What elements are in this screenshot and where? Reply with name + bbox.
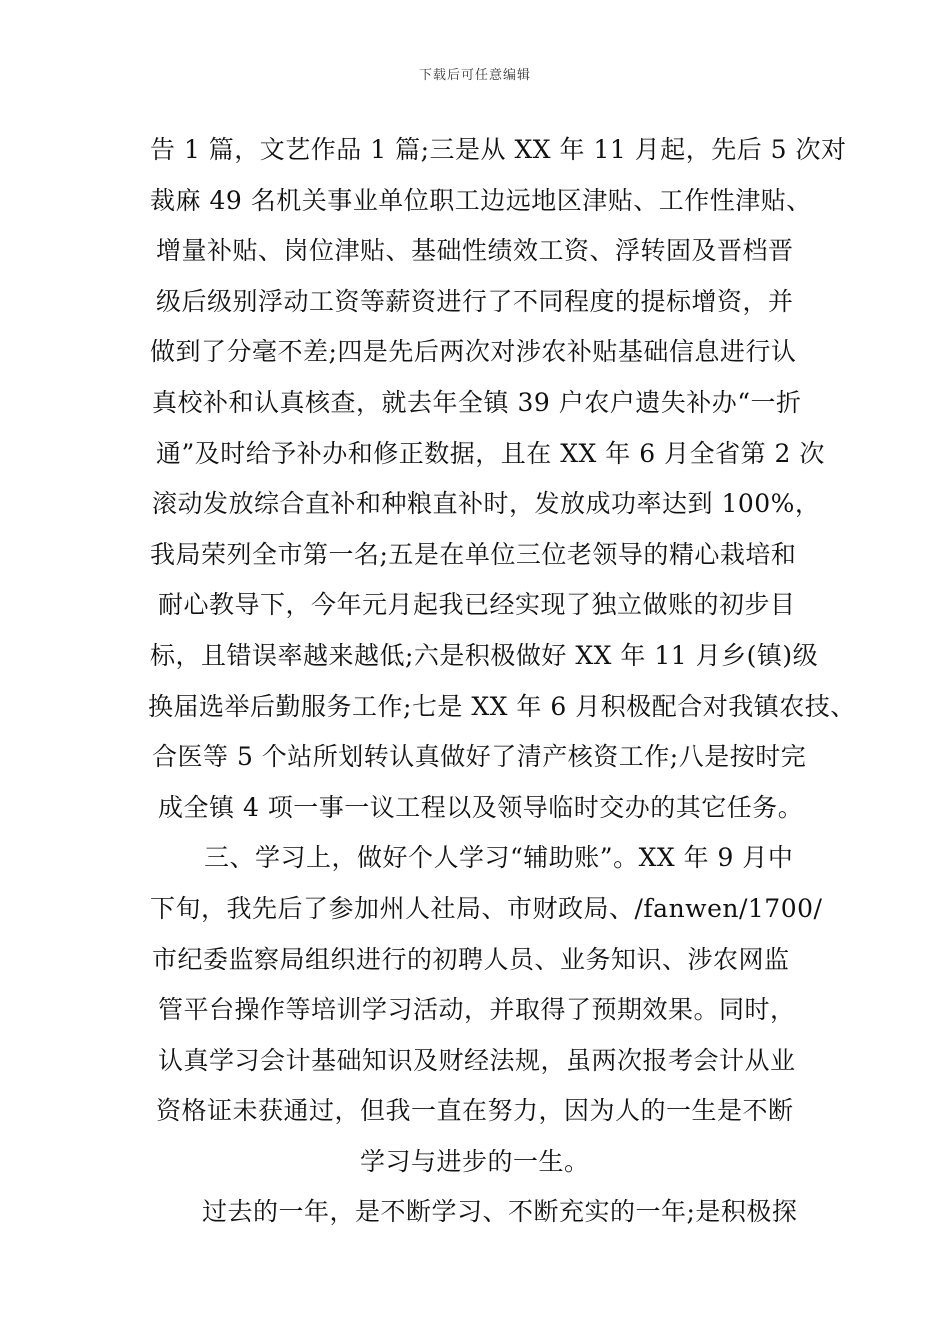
text-line: 裁麻 49 名机关事业单位职工边远地区津贴、工作性津贴、 (150, 185, 812, 215)
text-line: 成全镇 4 项一事一议工程以及领导临时交办的其它任务。 (158, 792, 804, 822)
text-line: 管平台操作等培训学习活动，并取得了预期效果。同时， (158, 995, 796, 1025)
text-line: 认真学习会计基础知识及财经法规，虽两次报考会计从业 (158, 1045, 796, 1075)
text-line: 市纪委监察局组织进行的初聘人员、业务知识、涉农网监 (152, 944, 790, 974)
text-line: 耐心教导下，今年元月起我已经实现了独立做账的初步目 (158, 590, 796, 620)
text-line: 换届选举后勤服务工作;七是 XX 年 6 月积极配合对我镇农技、 (148, 691, 856, 721)
page-header-note: 下载后可任意编辑 (418, 68, 531, 83)
text-line: 下旬，我先后了参加州人社局、市财政局、/fanwen/1700/ (150, 893, 823, 923)
text-line: 学习与进步的一生。 (360, 1146, 590, 1176)
text-line: 标，且错误率越来越低;六是积极做好 XX 年 11 月乡(镇)级 (150, 640, 819, 670)
text-line: 告 1 篇，文艺作品 1 篇;三是从 XX 年 11 月起，先后 5 次对 (150, 135, 847, 164)
paragraph-start-line: 过去的一年，是不断学习、不断充实的一年;是积极探 (202, 1197, 798, 1227)
text-line: 真校补和认真核查，就去年全镇 39 户农户遗失补办“一折 (152, 387, 802, 417)
text-line: 级后级别浮动工资等薪资进行了不同程度的提标增资，并 (156, 286, 794, 316)
text-line: 滚动发放综合直补和种粮直补时，发放成功率达到 100%， (152, 489, 821, 519)
text-line: 我局荣列全市第一名;五是在单位三位老领导的精心栽培和 (150, 539, 797, 569)
document-body (0, 128, 950, 1241)
text-line: 做到了分毫不差;四是先后两次对涉农补贴基础信息进行认 (150, 337, 797, 367)
section-heading-line: 三、学习上，做好个人学习“辅助账”。XX 年 9 月中 (204, 843, 794, 873)
text-line: 增量补贴、岗位津贴、基础性绩效工资、浮转固及晋档晋 (156, 236, 794, 266)
text-line: 资格证未获通过，但我一直在努力，因为人的一生是不断 (156, 1096, 794, 1126)
text-line: 通”及时给予补办和修正数据，且在 XX 年 6 月全省第 2 次 (156, 438, 825, 468)
text-line: 合医等 5 个站所划转认真做好了清产核资工作;八是按时完 (152, 742, 807, 772)
